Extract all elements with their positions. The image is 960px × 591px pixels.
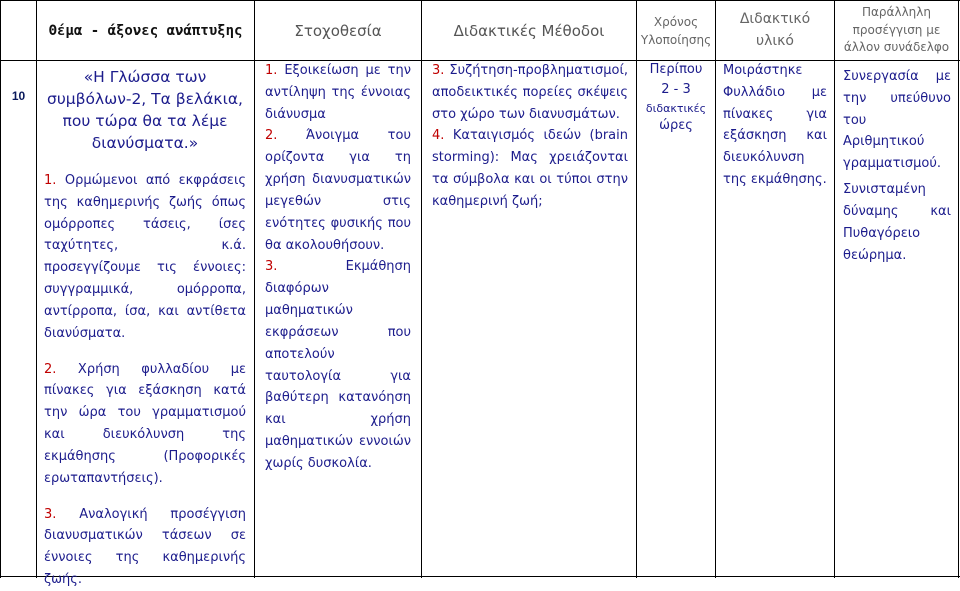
header-time-line1: Χρόνος: [653, 14, 699, 29]
column-divider: [715, 0, 716, 578]
parallel-text-1: Συνεργασία με την υπεύθυνο του Αριθμητικού γραμματισμού.: [843, 69, 951, 172]
goal-number: 1.: [265, 63, 278, 78]
time-line4: ώρες: [659, 117, 693, 133]
method-item: [432, 60, 628, 125]
method-number: 3.: [432, 63, 445, 78]
header-parallel: [835, 1, 958, 60]
column-divider: [36, 0, 37, 578]
header-theme: Θέμα - άξονες ανάπτυξης: [48, 22, 243, 39]
method-item: [432, 125, 628, 212]
material-cell: [723, 60, 827, 191]
time-cell: [637, 60, 715, 135]
parallel-cell: [843, 66, 951, 266]
header-goals: Στοχοθεσία: [294, 21, 382, 40]
header-parallel-line1: Παράλληλη: [862, 5, 931, 20]
axis-number: 2.: [44, 361, 57, 377]
time-line3: διδακτικές: [645, 102, 707, 116]
table-border: [958, 0, 959, 578]
axis-item: [44, 170, 246, 345]
axis-number: 1.: [44, 173, 57, 188]
axis-text: Ορμώμενοι από εκφράσεις της καθημερινής ζωής όπως ομόρροπες τάσεις, ίσες ταχύτητες, κ.ά. προσεγγίζουμε τις έννοιες: συγγραμμικά, ομόρροπα, αντίρροπα, ίσα, και αντίθετα διανύσματα.: [44, 173, 246, 341]
column-divider: [421, 0, 422, 578]
goal-text: Εξοικείωση με την αντίληψη της έννοιας διάνυσμα: [265, 63, 411, 122]
axis-text: Χρήση φυλλαδίου με πίνακες για εξάσκηση κατά την ώρα του γραμματισμού και διευκόλυνση της εκμάθησης (Προφορικές ερωταπαντήσεις).: [44, 361, 246, 486]
goal-text: Άνοιγμα του ορίζοντα για τη χρήση διανυσματικών μεγεθών στις ενότητες φυσικής που θα ακολουθήσουν.: [265, 128, 411, 253]
axis-item: [44, 359, 246, 490]
goal-number: 3.: [265, 259, 278, 275]
parallel-text-2: Συνισταμένη δύναμης και Πυθαγόρειο θεώρημα.: [843, 182, 951, 263]
header-material-line2: υλικό: [756, 32, 794, 49]
lesson-title: «Η Γλώσσα των συμβόλων-2, Τα βελάκια, που τώρα θα τα λέμε διανύσματα.»: [47, 68, 243, 152]
header-parallel-line2: προσέγγιση με: [852, 22, 941, 37]
time-line1: Περίπου: [649, 62, 703, 77]
goal-text: Εκμάθηση διαφόρων μαθηματικών εκφράσεων που αποτελούν ταυτολογία για βαθύτερη κατανόηση και χρήση μαθηματικών εννοιών χωρίς δυσκολία.: [265, 259, 411, 471]
method-text: Συζήτηση-προβληματισμοί, αποδεικτικές πορείες σκέψεις στο χώρο των διανυσμάτων.: [432, 63, 628, 122]
time-line2: 2 - 3: [661, 82, 691, 98]
goal-item: [265, 60, 411, 125]
theme-cell: [44, 66, 246, 591]
method-number: 4.: [432, 128, 445, 144]
method-text: Καταιγισμός ιδεών (brain storming): Μας χρειάζονται τα σύμβολα και οι τύποι στην καθημερινή ζωή;: [432, 128, 628, 209]
goals-cell: [265, 60, 411, 475]
axis-number: 3.: [44, 506, 57, 522]
column-divider: [834, 0, 835, 578]
header-time: [637, 1, 715, 60]
header-time-line2: Υλοποίησης: [640, 32, 712, 47]
goal-item: [265, 125, 411, 256]
column-divider: [254, 0, 255, 578]
methods-cell: [432, 60, 628, 213]
row-number: 10: [11, 89, 26, 103]
header-methods: Διδακτικές Μέθοδοι: [453, 21, 605, 40]
header-material: [716, 1, 834, 60]
material-text: Μοιράστηκε Φυλλάδιο με πίνακες για εξάσκηση και διευκόλυνση της εκμάθησης.: [723, 63, 827, 188]
header-material-line1: Διδακτικό: [739, 10, 811, 27]
goal-number: 2.: [265, 128, 278, 144]
goal-item: [265, 256, 411, 474]
header-parallel-line3: άλλον συνάδελφο: [843, 40, 950, 55]
axis-text: Αναλογική προσέγγιση διανυσματικών τάσεων σε έννοιες της καθημερινής ζωής.: [44, 506, 246, 588]
